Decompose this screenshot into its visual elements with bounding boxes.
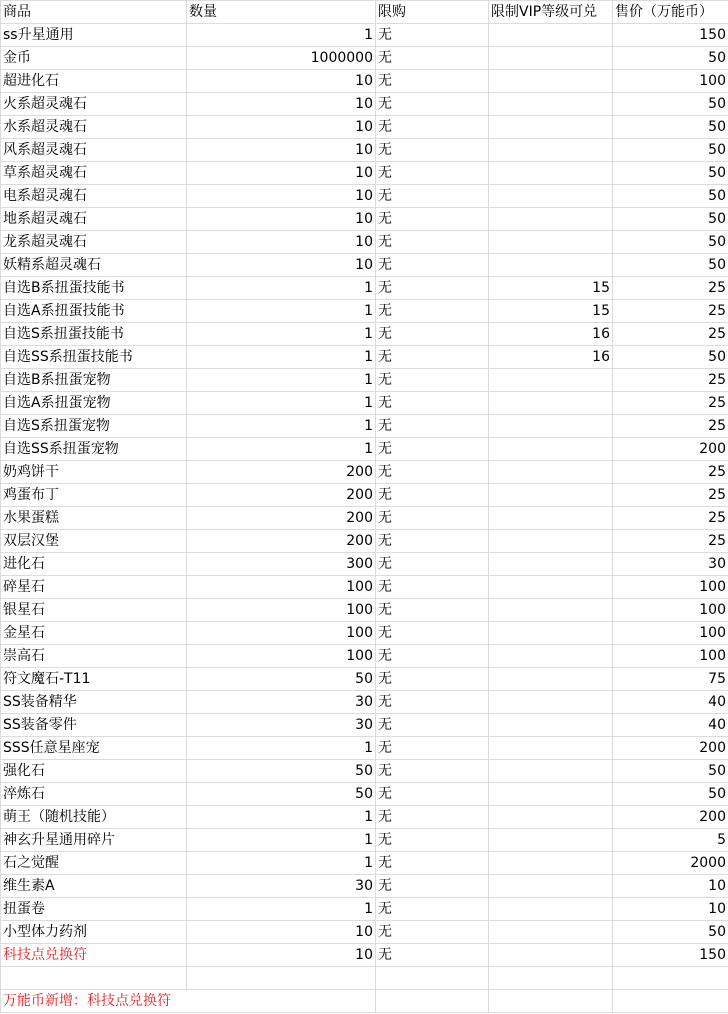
table-row: [1, 576, 728, 599]
table-row: [1, 93, 728, 116]
cell-limit: 无: [376, 484, 489, 507]
table-row: [1, 116, 728, 139]
cell-vip: [489, 760, 613, 783]
cell-qty: 1: [187, 898, 376, 921]
cell-limit: 无: [376, 898, 489, 921]
cell-qty: 1: [187, 369, 376, 392]
table-row: [1, 162, 728, 185]
empty-cell: [376, 967, 489, 990]
cell-limit: 无: [376, 760, 489, 783]
cell-qty: 200: [187, 507, 376, 530]
table-row: [1, 806, 728, 829]
cell-price: 150: [613, 944, 728, 967]
table-row: [1, 944, 728, 967]
cell-limit: 无: [376, 139, 489, 162]
table-row: [1, 484, 728, 507]
cell-name: SS装备精华: [1, 691, 187, 714]
cell-name: 妖精系超灵魂石: [1, 254, 187, 277]
empty-cell: [1, 967, 187, 990]
cell-name: 进化石: [1, 553, 187, 576]
cell-price: 50: [613, 921, 728, 944]
table-row: [1, 898, 728, 921]
table-row: [1, 208, 728, 231]
cell-limit: 无: [376, 921, 489, 944]
cell-vip: [489, 783, 613, 806]
cell-price: 25: [613, 415, 728, 438]
cell-qty: 30: [187, 691, 376, 714]
cell-limit: 无: [376, 806, 489, 829]
cell-limit: 无: [376, 415, 489, 438]
table-row: [1, 438, 728, 461]
table-row: [1, 645, 728, 668]
header-qty: 数量: [187, 1, 376, 24]
cell-qty: 10: [187, 185, 376, 208]
header-limit: 限购: [376, 1, 489, 24]
cell-qty: 1: [187, 277, 376, 300]
cell-price: 25: [613, 461, 728, 484]
cell-name: 维生素A: [1, 875, 187, 898]
cell-name: 金星石: [1, 622, 187, 645]
header-price: 售价（万能币）: [613, 1, 728, 24]
cell-price: 25: [613, 277, 728, 300]
cell-price: 25: [613, 507, 728, 530]
cell-limit: 无: [376, 507, 489, 530]
cell-limit: 无: [376, 530, 489, 553]
empty-cell: [376, 990, 489, 1013]
cell-qty: 1: [187, 438, 376, 461]
cell-qty: 50: [187, 760, 376, 783]
cell-name: 自选S系扭蛋宠物: [1, 415, 187, 438]
cell-limit: 无: [376, 461, 489, 484]
note-row: [1, 990, 728, 1013]
cell-name: 水系超灵魂石: [1, 116, 187, 139]
cell-name: 石之觉醒: [1, 852, 187, 875]
cell-qty: 10: [187, 208, 376, 231]
cell-qty: 30: [187, 714, 376, 737]
cell-name: 神玄升星通用碎片: [1, 829, 187, 852]
cell-name: 自选SS系扭蛋技能书: [1, 346, 187, 369]
cell-vip: [489, 668, 613, 691]
cell-limit: 无: [376, 599, 489, 622]
cell-name: 电系超灵魂石: [1, 185, 187, 208]
cell-limit: 无: [376, 622, 489, 645]
cell-vip: [489, 231, 613, 254]
cell-qty: 10: [187, 139, 376, 162]
cell-qty: 1: [187, 829, 376, 852]
table-row: [1, 70, 728, 93]
table-row: [1, 185, 728, 208]
cell-price: 50: [613, 760, 728, 783]
table-row: [1, 277, 728, 300]
cell-qty: 30: [187, 875, 376, 898]
cell-qty: 50: [187, 668, 376, 691]
cell-limit: 无: [376, 254, 489, 277]
empty-cell: [613, 990, 728, 1013]
cell-vip: [489, 530, 613, 553]
cell-vip: [489, 507, 613, 530]
cell-limit: 无: [376, 645, 489, 668]
cell-price: 25: [613, 300, 728, 323]
cell-name: 小型体力药剂: [1, 921, 187, 944]
cell-name: 强化石: [1, 760, 187, 783]
cell-vip: [489, 921, 613, 944]
cell-qty: 10: [187, 162, 376, 185]
cell-qty: 1: [187, 24, 376, 47]
cell-price: 50: [613, 162, 728, 185]
cell-price: 100: [613, 645, 728, 668]
cell-name: 自选A系扭蛋技能书: [1, 300, 187, 323]
cell-limit: 无: [376, 93, 489, 116]
cell-vip: [489, 116, 613, 139]
table-row: [1, 737, 728, 760]
cell-vip: [489, 944, 613, 967]
cell-price: 75: [613, 668, 728, 691]
cell-limit: 无: [376, 438, 489, 461]
cell-price: 50: [613, 783, 728, 806]
cell-limit: 无: [376, 944, 489, 967]
table-row: [1, 668, 728, 691]
cell-vip: [489, 576, 613, 599]
cell-price: 25: [613, 369, 728, 392]
cell-price: 200: [613, 737, 728, 760]
cell-limit: 无: [376, 714, 489, 737]
cell-limit: 无: [376, 300, 489, 323]
cell-vip: [489, 553, 613, 576]
cell-price: 100: [613, 622, 728, 645]
cell-price: 5: [613, 829, 728, 852]
cell-qty: 10: [187, 921, 376, 944]
cell-vip: [489, 898, 613, 921]
empty-cell: [187, 967, 376, 990]
cell-price: 50: [613, 231, 728, 254]
table-row: [1, 622, 728, 645]
cell-limit: 无: [376, 392, 489, 415]
cell-vip: [489, 208, 613, 231]
table-row: [1, 875, 728, 898]
cell-price: 200: [613, 438, 728, 461]
cell-qty: 200: [187, 484, 376, 507]
table-row: [1, 369, 728, 392]
cell-name: 自选B系扭蛋技能书: [1, 277, 187, 300]
cell-name: 双层汉堡: [1, 530, 187, 553]
cell-price: 200: [613, 806, 728, 829]
cell-price: 10: [613, 875, 728, 898]
cell-vip: [489, 806, 613, 829]
cell-name: 金币: [1, 47, 187, 70]
cell-limit: 无: [376, 576, 489, 599]
cell-price: 30: [613, 553, 728, 576]
table-row: [1, 553, 728, 576]
empty-row: [1, 967, 728, 990]
cell-vip: [489, 875, 613, 898]
cell-name: 水果蛋糕: [1, 507, 187, 530]
cell-qty: 1: [187, 346, 376, 369]
cell-limit: 无: [376, 47, 489, 70]
cell-limit: 无: [376, 24, 489, 47]
cell-vip: [489, 392, 613, 415]
cell-price: 50: [613, 116, 728, 139]
cell-price: 50: [613, 208, 728, 231]
cell-vip: [489, 714, 613, 737]
table-row: [1, 461, 728, 484]
cell-name: 风系超灵魂石: [1, 139, 187, 162]
cell-vip: [489, 185, 613, 208]
cell-limit: 无: [376, 277, 489, 300]
cell-limit: 无: [376, 852, 489, 875]
cell-name: 超进化石: [1, 70, 187, 93]
cell-vip: 15: [489, 300, 613, 323]
table-row: [1, 346, 728, 369]
cell-qty: 100: [187, 576, 376, 599]
cell-vip: [489, 254, 613, 277]
cell-price: 40: [613, 714, 728, 737]
table-row: [1, 530, 728, 553]
cell-price: 50: [613, 346, 728, 369]
cell-vip: [489, 139, 613, 162]
cell-name: 自选S系扭蛋技能书: [1, 323, 187, 346]
cell-qty: 10: [187, 70, 376, 93]
cell-qty: 1000000: [187, 47, 376, 70]
cell-name: SS装备零件: [1, 714, 187, 737]
cell-limit: 无: [376, 231, 489, 254]
cell-name: 科技点兑换符: [1, 944, 187, 967]
cell-price: 25: [613, 323, 728, 346]
cell-qty: 10: [187, 254, 376, 277]
cell-limit: 无: [376, 323, 489, 346]
cell-limit: 无: [376, 875, 489, 898]
table-row: [1, 47, 728, 70]
cell-name: 扭蛋卷: [1, 898, 187, 921]
cell-price: 150: [613, 24, 728, 47]
cell-limit: 无: [376, 369, 489, 392]
table-row: [1, 599, 728, 622]
table-row: [1, 24, 728, 47]
cell-qty: 200: [187, 461, 376, 484]
cell-vip: [489, 162, 613, 185]
cell-vip: 15: [489, 277, 613, 300]
cell-vip: [489, 438, 613, 461]
cell-limit: 无: [376, 346, 489, 369]
cell-name: 萌王（随机技能）: [1, 806, 187, 829]
cell-limit: 无: [376, 668, 489, 691]
table-row: [1, 392, 728, 415]
cell-name: 草系超灵魂石: [1, 162, 187, 185]
cell-price: 25: [613, 530, 728, 553]
cell-price: 100: [613, 599, 728, 622]
table-row: [1, 691, 728, 714]
table-row: [1, 507, 728, 530]
cell-limit: 无: [376, 70, 489, 93]
table-row: [1, 829, 728, 852]
cell-qty: 1: [187, 300, 376, 323]
cell-vip: [489, 737, 613, 760]
cell-name: 淬炼石: [1, 783, 187, 806]
empty-cell: [489, 967, 613, 990]
cell-name: 地系超灵魂石: [1, 208, 187, 231]
cell-qty: 1: [187, 415, 376, 438]
cell-qty: 10: [187, 93, 376, 116]
cell-vip: [489, 47, 613, 70]
cell-vip: [489, 645, 613, 668]
empty-cell: [489, 990, 613, 1013]
cell-limit: 无: [376, 691, 489, 714]
cell-vip: 16: [489, 323, 613, 346]
cell-vip: [489, 622, 613, 645]
cell-qty: 1: [187, 852, 376, 875]
cell-qty: 100: [187, 645, 376, 668]
cell-qty: 300: [187, 553, 376, 576]
table-row: [1, 760, 728, 783]
cell-price: 25: [613, 392, 728, 415]
cell-name: 崇高石: [1, 645, 187, 668]
cell-qty: 1: [187, 737, 376, 760]
cell-qty: 10: [187, 116, 376, 139]
cell-vip: [489, 461, 613, 484]
cell-limit: 无: [376, 162, 489, 185]
cell-qty: 1: [187, 323, 376, 346]
cell-price: 100: [613, 576, 728, 599]
cell-name: 龙系超灵魂石: [1, 231, 187, 254]
cell-vip: [489, 852, 613, 875]
table-row: [1, 852, 728, 875]
cell-name: 自选A系扭蛋宠物: [1, 392, 187, 415]
note-text: 万能币新增：科技点兑换符: [1, 990, 376, 1013]
cell-name: 自选B系扭蛋宠物: [1, 369, 187, 392]
cell-vip: 16: [489, 346, 613, 369]
cell-price: 25: [613, 484, 728, 507]
cell-qty: 10: [187, 944, 376, 967]
cell-price: 40: [613, 691, 728, 714]
empty-cell: [613, 967, 728, 990]
cell-vip: [489, 691, 613, 714]
table-row: [1, 783, 728, 806]
table-row: [1, 714, 728, 737]
table-row: [1, 415, 728, 438]
cell-name: ss升星通用: [1, 24, 187, 47]
cell-name: 奶鸡饼干: [1, 461, 187, 484]
cell-limit: 无: [376, 116, 489, 139]
cell-name: 自选SS系扭蛋宠物: [1, 438, 187, 461]
table-row: [1, 139, 728, 162]
cell-price: 50: [613, 93, 728, 116]
table-row: [1, 254, 728, 277]
cell-qty: 1: [187, 392, 376, 415]
cell-price: 2000: [613, 852, 728, 875]
cell-qty: 10: [187, 231, 376, 254]
cell-price: 50: [613, 185, 728, 208]
cell-vip: [489, 415, 613, 438]
cell-vip: [489, 24, 613, 47]
cell-vip: [489, 70, 613, 93]
cell-vip: [489, 93, 613, 116]
cell-price: 50: [613, 254, 728, 277]
header-row: [1, 1, 728, 24]
cell-qty: 200: [187, 530, 376, 553]
cell-limit: 无: [376, 185, 489, 208]
cell-price: 10: [613, 898, 728, 921]
cell-limit: 无: [376, 737, 489, 760]
cell-name: 符文魔石-T11: [1, 668, 187, 691]
cell-vip: [489, 484, 613, 507]
cell-qty: 1: [187, 806, 376, 829]
table-row: [1, 300, 728, 323]
cell-limit: 无: [376, 829, 489, 852]
cell-name: 碎星石: [1, 576, 187, 599]
cell-price: 100: [613, 70, 728, 93]
cell-qty: 100: [187, 599, 376, 622]
cell-qty: 50: [187, 783, 376, 806]
cell-price: 50: [613, 139, 728, 162]
header-vip: 限制VIP等级可兑: [489, 1, 613, 24]
cell-price: 50: [613, 47, 728, 70]
table-row: [1, 921, 728, 944]
table-row: [1, 231, 728, 254]
cell-limit: 无: [376, 553, 489, 576]
cell-vip: [489, 599, 613, 622]
cell-limit: 无: [376, 783, 489, 806]
table-row: [1, 323, 728, 346]
cell-name: SSS任意星座宠: [1, 737, 187, 760]
cell-name: 火系超灵魂石: [1, 93, 187, 116]
cell-limit: 无: [376, 208, 489, 231]
cell-name: 鸡蛋布丁: [1, 484, 187, 507]
cell-vip: [489, 829, 613, 852]
header-name: 商品: [1, 1, 187, 24]
cell-vip: [489, 369, 613, 392]
cell-qty: 100: [187, 622, 376, 645]
cell-name: 银星石: [1, 599, 187, 622]
